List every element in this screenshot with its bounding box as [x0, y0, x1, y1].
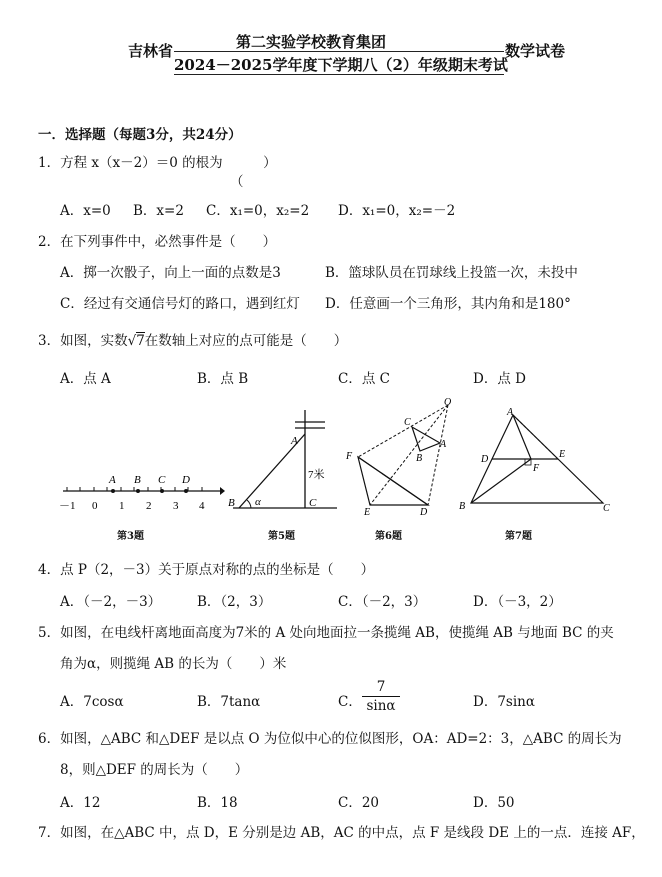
- fig6-label-d: D: [420, 507, 428, 517]
- sqrt-symbol: √: [127, 333, 137, 349]
- q1-option-b: B．x=2: [133, 203, 184, 219]
- fig6-label-e: E: [364, 507, 371, 517]
- fig5-label-a: A: [291, 435, 298, 447]
- header-province: 吉林省: [128, 42, 174, 60]
- fig7-label-e: E: [559, 449, 566, 460]
- header-underline-2: [174, 74, 504, 75]
- nl-point-a: A: [109, 474, 116, 486]
- figure-7-triangle: [455, 405, 615, 517]
- nl-tick-4: 4: [199, 500, 205, 512]
- q7-stem-line1: 7．如图，在△ABC 中，点 D，E 分别是边 AB，AC 的中点，点 F 是线段 DE 上的一点．连接 AF，: [38, 825, 645, 841]
- header-exam: 2024－2025学年度下学期八（2）年级期末考试: [174, 56, 508, 74]
- q1-option-c: C．x₁=0，x₂=2: [206, 203, 310, 219]
- nl-tick-0: 0: [92, 500, 98, 512]
- fig7-label-b: B: [459, 501, 466, 512]
- q5-option-a: A．7cosα: [60, 694, 124, 710]
- nl-point-c: C: [158, 474, 166, 486]
- fig7-label-f: F: [533, 463, 540, 474]
- q2-option-b: B．篮球队员在罚球线上投篮一次，未投中: [325, 265, 578, 281]
- q3-stem-pre: 3．如图，实数: [38, 333, 128, 349]
- caption-fig6: 第6题: [375, 531, 402, 542]
- fig6-label-b: B: [416, 453, 423, 464]
- nl-tick-m1: －1: [59, 500, 76, 512]
- header-subject: 数学试卷: [505, 42, 566, 60]
- q4-option-d: D．（－3，2）: [473, 594, 562, 610]
- q6-stem-line2: 8，则△DEF 的周长为（ ）: [60, 762, 249, 778]
- q4-option-a: A．（－2，－3）: [60, 594, 162, 610]
- fig5-label-b: B: [228, 497, 235, 509]
- q3-stem-post: 在数轴上对应的点可能是（ ）: [144, 333, 348, 349]
- q5-option-c-label: C．: [338, 694, 362, 710]
- nl-point-d: D: [182, 474, 190, 486]
- q5-option-c-fraction: [362, 679, 400, 715]
- q3-option-b: B．点 B: [197, 371, 249, 387]
- q3-option-d: D．点 D: [473, 371, 526, 387]
- q1-paren: （: [230, 174, 244, 190]
- fig6-label-a: A: [440, 439, 447, 450]
- fig5-label-c: C: [309, 497, 317, 509]
- figure-6-homothety: [340, 395, 460, 517]
- q3-option-c: C．点 C: [338, 371, 390, 387]
- caption-fig5: 第5题: [268, 531, 295, 542]
- nl-point-b: B: [134, 474, 141, 486]
- q4-stem: 4．点 P（2，－3）关于原点对称的点的坐标是（ ）: [38, 562, 375, 578]
- nl-tick-1: 1: [119, 500, 125, 512]
- nl-tick-2: 2: [146, 500, 152, 512]
- q6-option-c: C．20: [338, 795, 380, 811]
- q5-option-b: B．7tanα: [197, 694, 261, 710]
- header-underline-1: [174, 51, 504, 52]
- q2-option-c: C．经过有交通信号灯的路口，遇到红灯: [60, 296, 300, 312]
- fig7-label-a: A: [507, 407, 514, 418]
- q4-option-c: C．（－2，3）: [338, 594, 427, 610]
- caption-fig3: 第3题: [117, 531, 144, 542]
- fig7-label-d: D: [481, 454, 489, 465]
- q2-stem: 2．在下列事件中，必然事件是（ ）: [38, 234, 277, 250]
- q1-option-a: A．x=0: [60, 203, 111, 219]
- q3-radicand: 7: [136, 333, 145, 349]
- caption-fig7: 第7题: [505, 531, 532, 542]
- q3-option-a: A．点 A: [60, 371, 111, 387]
- q5-option-d: D．7sinα: [473, 694, 535, 710]
- q6-option-a: A．12: [60, 795, 101, 811]
- q5-fraction-denominator: sinα: [366, 698, 396, 714]
- q1-option-d: D．x₁=0，x₂=－2: [338, 203, 456, 219]
- q5-fraction-numerator: 7: [362, 679, 400, 697]
- q4-option-b: B．（2，3）: [197, 594, 272, 610]
- section-title: 一．选择题（每题3分，共24分）: [38, 127, 242, 143]
- q5-stem-line1: 5．如图，在电线杆离地面高度为7米的 A 处向地面拉一条揽绳 AB，使揽绳 AB 与地面 BC 的夹: [38, 625, 614, 641]
- q5-stem-line2: 角为α，则揽绳 AB 的长为（ ）米: [60, 656, 287, 672]
- q2-option-a: A．掷一次骰子，向上一面的点数是3: [60, 265, 281, 281]
- q6-option-d: D．50: [473, 795, 515, 811]
- header-school: 第二实验学校教育集团: [236, 33, 387, 51]
- q3-stem: [38, 329, 347, 349]
- q6-option-b: B．18: [197, 795, 238, 811]
- nl-tick-3: 3: [173, 500, 179, 512]
- fig5-label-height: 7米: [308, 469, 325, 481]
- figure-5-pole: [225, 408, 345, 514]
- fig5-label-alpha: α: [255, 496, 261, 508]
- q6-stem-line1: 6．如图，△ABC 和△DEF 是以点 O 为位似中心的位似图形，OA：AD=2：3，△ABC 的周长为: [38, 731, 622, 747]
- fig6-label-f: F: [346, 451, 353, 462]
- figure-number-line: [55, 465, 225, 515]
- q2-option-d: D．任意画一个三角形，其内角和是180°: [325, 296, 571, 312]
- fig6-label-c: C: [404, 417, 411, 428]
- fig7-label-c: C: [603, 503, 610, 514]
- fig6-label-o: O: [444, 397, 452, 408]
- q1-stem: 1．方程 x（x－2）＝0 的根为 ）: [38, 155, 277, 171]
